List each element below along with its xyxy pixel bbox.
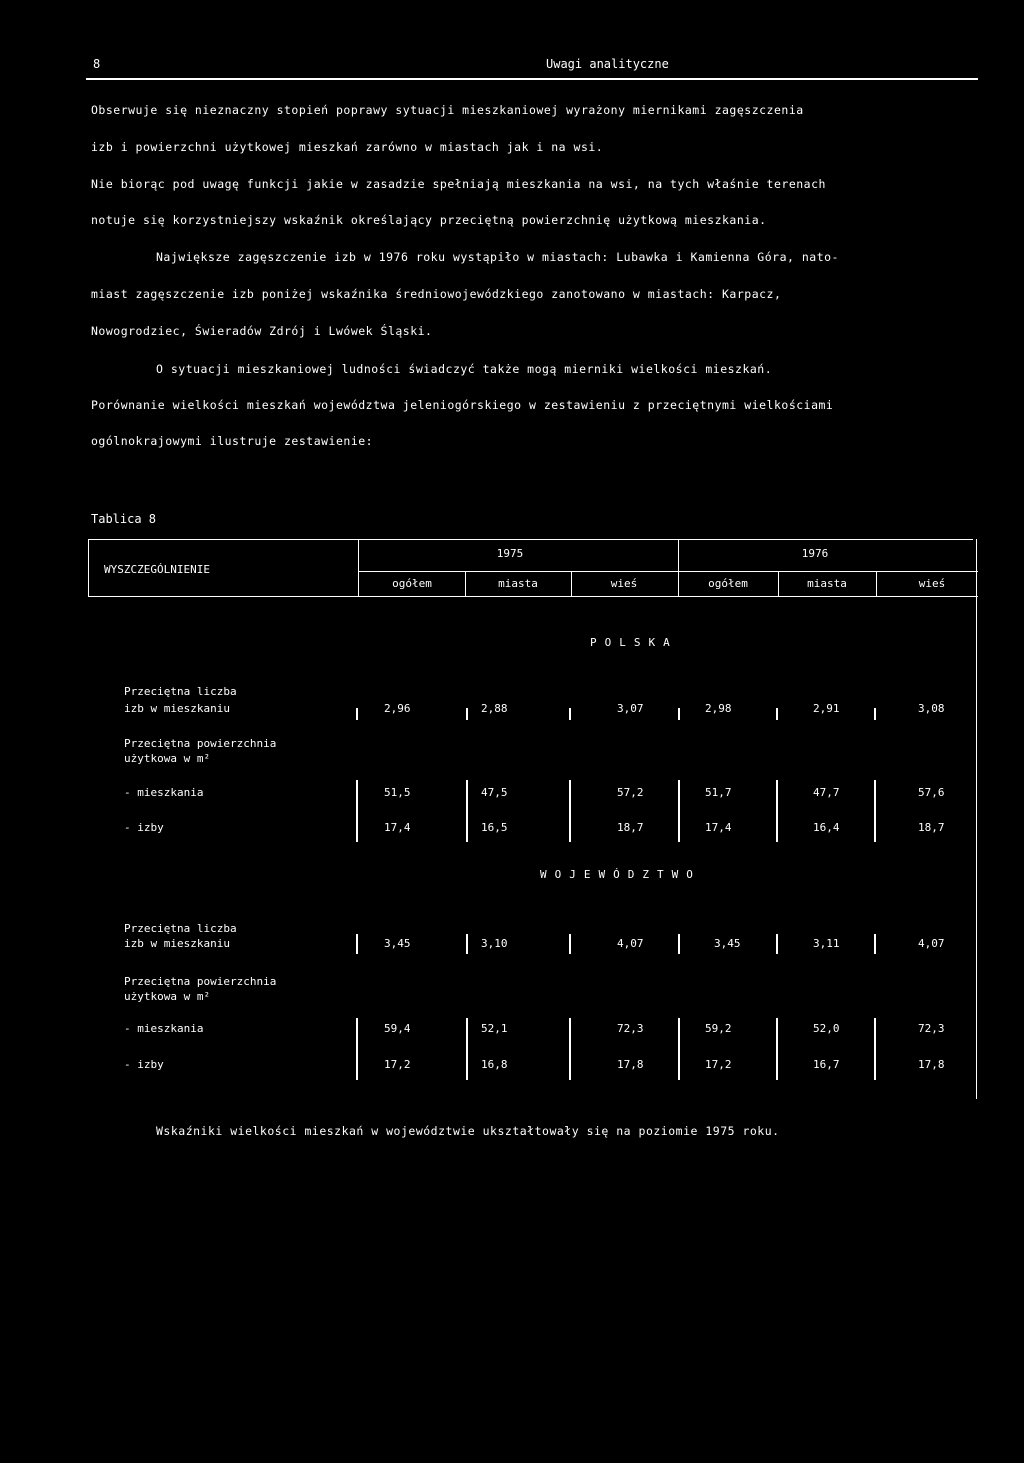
row-label: Przeciętna liczba (124, 685, 237, 698)
table-cell: 57,2 (617, 786, 644, 799)
table-cell: 47,7 (813, 786, 840, 799)
value-separator (356, 780, 358, 842)
column-header: miasta (498, 577, 538, 590)
value-separator (569, 780, 571, 842)
table-cell: 17,2 (384, 1058, 411, 1071)
row-label: izb w mieszkaniu (124, 702, 230, 715)
value-separator (356, 934, 358, 954)
table-cell: 3,08 (918, 702, 945, 715)
table-label: Tablica 8 (91, 512, 157, 526)
table-cell: 52,0 (813, 1022, 840, 1035)
table-cell: 72,3 (918, 1022, 945, 1035)
table-cell: 47,5 (481, 786, 508, 799)
paragraph-line: Obserwuje się nieznaczny stopień poprawy sytuacji mieszkaniowej wyrażony miernikami zagęszczenia (91, 103, 804, 117)
paragraph-line: Porównanie wielkości mieszkań województwa jeleniogórskiego w zestawieniu z przeciętnymi wielkościami (91, 398, 834, 412)
value-separator (678, 708, 680, 720)
header-rule (86, 78, 978, 80)
value-separator (874, 1018, 876, 1080)
row-label: - mieszkania (124, 1022, 204, 1035)
row-label: - izby (124, 1058, 164, 1071)
table-cell: 2,98 (705, 702, 732, 715)
page-number: 8 (93, 57, 101, 71)
running-title: Uwagi analityczne (546, 57, 669, 71)
header-bottom-rule (88, 596, 978, 597)
value-separator (569, 1018, 571, 1080)
closing-sentence: Wskaźniki wielkości mieszkań w województwie ukształtowały się na poziomie 1975 roku. (156, 1124, 780, 1138)
table-cell: 4,07 (617, 937, 644, 950)
col-divider (876, 571, 877, 596)
table-cell: 59,4 (384, 1022, 411, 1035)
row-label: Przeciętna powierzchnia (124, 737, 277, 750)
table-top-rule (88, 539, 973, 540)
stub-divider (358, 539, 359, 596)
table-cell: 52,1 (481, 1022, 508, 1035)
value-separator (466, 1018, 468, 1080)
table-cell: 16,4 (813, 821, 840, 834)
row-label: - izby (124, 821, 164, 834)
value-separator (776, 780, 778, 842)
table-cell: 59,2 (705, 1022, 732, 1035)
column-header: wieś (610, 577, 638, 590)
year-divider (678, 539, 679, 596)
paragraph-line: izb i powierzchni użytkowej mieszkań zarówno w miastach jak i na wsi. (91, 140, 604, 154)
table-cell: 3,10 (481, 937, 508, 950)
row-label: Przeciętna liczba (124, 922, 237, 935)
value-separator (356, 1018, 358, 1080)
value-separator (874, 780, 876, 842)
year-header: 1976 (801, 547, 829, 560)
value-separator (874, 934, 876, 954)
table-cell: 17,8 (617, 1058, 644, 1071)
paragraph-line: notuje się korzystniejszy wskaźnik określający przeciętną powierzchnię użytkową mieszkania. (91, 213, 767, 227)
table-cell: 51,5 (384, 786, 411, 799)
value-separator (569, 708, 571, 720)
row-label: użytkowa w m² (124, 752, 211, 765)
value-separator (569, 934, 571, 954)
year-rule (358, 571, 978, 572)
value-separator (874, 708, 876, 720)
table-cell: 17,4 (384, 821, 411, 834)
table-cell: 17,4 (705, 821, 732, 834)
table-cell: 17,2 (705, 1058, 732, 1071)
table-cell: 72,3 (617, 1022, 644, 1035)
value-separator (466, 708, 468, 720)
table-cell: 16,8 (481, 1058, 508, 1071)
value-separator (776, 708, 778, 720)
table-cell: 57,6 (918, 786, 945, 799)
value-separator (776, 934, 778, 954)
column-header: miasta (807, 577, 847, 590)
stub-header: WYSZCZEGÓLNIENIE (104, 563, 210, 576)
table-cell: 3,11 (813, 937, 840, 950)
value-separator (466, 934, 468, 954)
table-cell: 51,7 (705, 786, 732, 799)
section-title-polska: POLSKA (590, 636, 678, 649)
table-cell: 4,07 (918, 937, 945, 950)
year-header: 1975 (496, 547, 524, 560)
paragraph-line: Nie biorąc pod uwagę funkcji jakie w zasadzie spełniają mieszkania na wsi, na tych właśnie terenach (91, 177, 826, 191)
table-cell: 2,88 (481, 702, 508, 715)
value-separator (466, 780, 468, 842)
table-left-edge (88, 539, 89, 596)
row-label: izb w mieszkaniu (124, 937, 230, 950)
table-cell: 16,5 (481, 821, 508, 834)
table-cell: 18,7 (918, 821, 945, 834)
value-separator (678, 934, 680, 954)
value-separator (776, 1018, 778, 1080)
table-cell: 3,45 (384, 937, 411, 950)
row-label: użytkowa w m² (124, 990, 211, 1003)
table-cell: 2,91 (813, 702, 840, 715)
value-separator (356, 708, 358, 720)
table-cell: 2,96 (384, 702, 411, 715)
table-cell: 3,45 (714, 937, 741, 950)
section-title-wojewodztwo: WOJEWÓDZTWO (540, 868, 701, 881)
row-label: Przeciętna powierzchnia (124, 975, 277, 988)
paragraph-line: Największe zagęszczenie izb w 1976 roku wystąpiło w miastach: Lubawka i Kamienna Góra, nato- (156, 250, 839, 264)
column-header: ogółem (708, 577, 748, 590)
value-separator (678, 780, 680, 842)
table-cell: 16,7 (813, 1058, 840, 1071)
value-separator (678, 1018, 680, 1080)
row-label: - mieszkania (124, 786, 204, 799)
paragraph-line: ogólnokrajowymi ilustruje zestawienie: (91, 434, 374, 448)
table-right-edge (976, 539, 977, 1099)
column-header: wieś (918, 577, 946, 590)
column-header: ogółem (392, 577, 432, 590)
paragraph-line: Nowogrodziec, Świeradów Zdrój i Lwówek Śląski. (91, 324, 433, 338)
table-cell: 18,7 (617, 821, 644, 834)
table-cell: 3,07 (617, 702, 644, 715)
paragraph-line: miast zagęszczenie izb poniżej wskaźnika średniowojewódzkiego zanotowano w miastach: Karpacz, (91, 287, 782, 301)
table-cell: 17,8 (918, 1058, 945, 1071)
paragraph-line: O sytuacji mieszkaniowej ludności świadczyć także mogą mierniki wielkości mieszkań. (156, 362, 773, 376)
